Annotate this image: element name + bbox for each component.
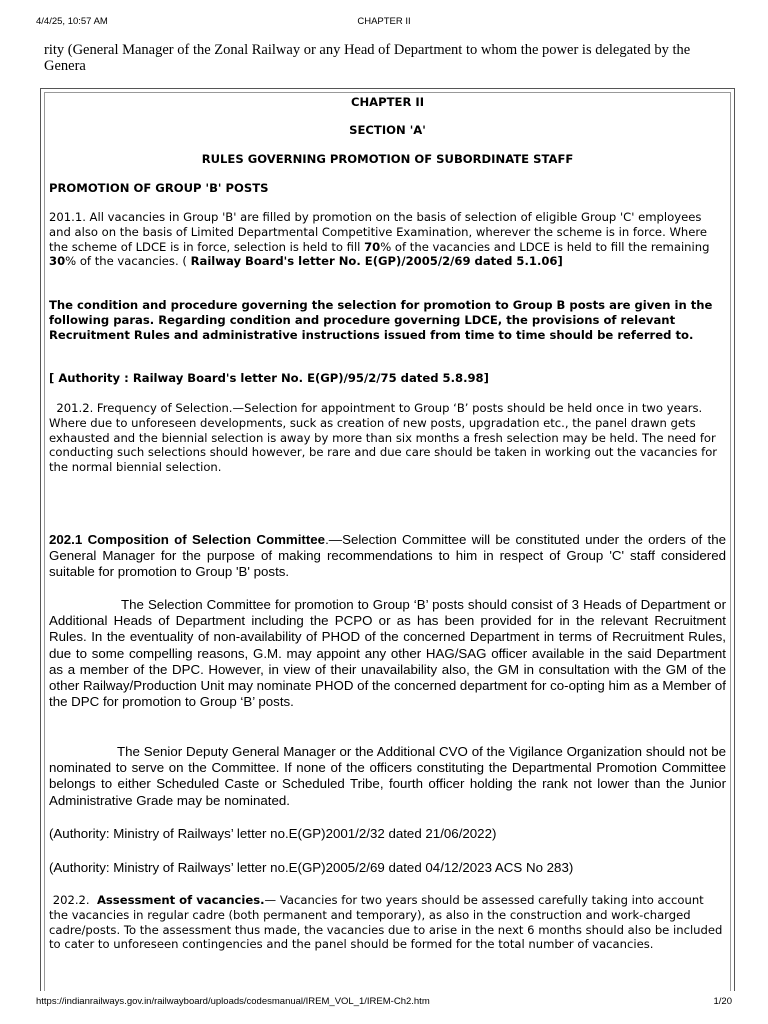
para-201-1-reference: Railway Board's letter No. E(GP)/2005/2/69 dated 5.1.06] — [190, 254, 563, 269]
page-number: 1/20 — [713, 996, 732, 1007]
group-heading: PROMOTION OF GROUP 'B' POSTS — [49, 181, 269, 195]
para-202-2-text: — Vacancies for two years should be assessed carefully taking into account the vacancies in regular cadre (both permanent and temporary), as also in the construction and work-charged cadre/posts. To the assessment thus made, the vacancies due to arise in the next 6 months should also be included to cater to unforeseen contingencies and the panel should be formed for the total number of vacancies. — [49, 893, 727, 952]
para-201-2: 201.2. Frequency of Selection.—Selection for appointment to Group ‘B’ posts should be held once in two years. Where due to unforeseen developments, suck as creation of new posts, upgradation etc., the panel drawn gets exhausted and the biennial selection is away by more than six months a fresh selection may be held. The need for conducting such selections should however, be rare and due care should be taken in working out the vacancies for the normal biennial selection. — [49, 401, 721, 475]
para-201-1-percent-30: 30 — [49, 254, 66, 269]
para-201-1-text-a: 201.1. All vacancies in Group 'B' are filled by promotion on the basis of selection of eligible Group 'C' employees and also on the basis of Limited Departmental Competitive Examination, wherever the scheme is in force. Where the scheme of LDCE is in force, selection is held to fill — [49, 210, 708, 254]
para-202-2 — [49, 893, 726, 952]
condition-paragraph: The condition and procedure governing the selection for promotion to Group B posts are given in the following paras. Regarding condition and procedure governing LDCE, the provisions of relevant Recruitment Rules and administrative instructions issued from time to time should be referred to. — [49, 298, 713, 342]
print-footer — [0, 996, 768, 1010]
print-url: https://indianrailways.gov.in/railwayboard/uploads/codesmanual/IREM_VOL_1/IREM-Ch2.htm — [36, 996, 430, 1007]
para-201-1 — [49, 210, 726, 269]
para-202-2-heading: Assessment of vacancies. — [96, 893, 265, 907]
para-201-1-percent-70: 70 — [364, 239, 381, 254]
chapter-heading: CHAPTER II — [350, 95, 425, 109]
para-202-1-heading: 202.1 Composition of Selection Committee — [49, 532, 326, 547]
para-201-1-text-d: % of the vacancies. ( — [65, 254, 191, 269]
para-202-1-text: .—Selection Committee will be constituted under the orders of the General Manager for the purpose of making recommendations to him in respect of Group 'C' staff considered suitable for promotion to Group 'B' posts. — [49, 532, 726, 580]
authority-1: [ Authority : Railway Board's letter No. E(GP)/95/2/75 dated 5.8.98] — [49, 371, 489, 385]
print-header — [0, 16, 768, 30]
para-201-1-text-c: % of the vacancies and LDCE is held to fill the remaining — [380, 239, 710, 254]
intro-fragment: rity (General Manager of the Zonal Railway or any Head of Department to whom the power is delegated by the Genera — [44, 42, 691, 74]
rules-title: RULES GOVERNING PROMOTION OF SUBORDINATE STAFF — [201, 152, 574, 166]
authority-3: (Authority: Ministry of Railways’ letter no.E(GP)2005/2/69 dated 04/12/2023 ACS No 283) — [49, 860, 574, 875]
print-datetime: 4/4/25, 10:57 AM — [36, 16, 108, 27]
section-heading: SECTION 'A' — [349, 123, 426, 137]
para-202-1 — [49, 532, 726, 581]
print-title: CHAPTER II — [357, 16, 411, 27]
senior-dgm-paragraph: The Senior Deputy General Manager or the Additional CVO of the Vigilance Organization should not be nominated to serve on the Committee. If none of the officers constituting the Departmental Promotion Committee belongs to either Scheduled Caste or Scheduled Tribe, fourth officer holding the rank not lower than the Junior Administrative Grade may be nominated. — [49, 744, 726, 808]
selection-committee-paragraph: The Selection Committee for promotion to Group ‘B’ posts should consist of 3 Heads of Department or Additional Heads of Department including the PCPO or as has been provided for in the relevant Recruitment Rules. In the eventuality of non-availability of PHOD of the concerned Department in terms of Recruitment Rules, due to some compelling reasons, G.M. may appoint any other HAG/SAG officer available in the said Department as a member of the DPC. However, in view of their unavailability also, the GM in consultation with the GM of the other Railway/Production Unit may nominate PHOD of the concerned department for co-opting him as a Member of the DPC for promotion to Group ‘B’ posts. — [49, 597, 726, 710]
authority-2: (Authority: Ministry of Railways’ letter no.E(GP)2001/2/32 dated 21/06/2022) — [49, 826, 497, 841]
para-202-2-number: 202.2. — [49, 893, 97, 907]
